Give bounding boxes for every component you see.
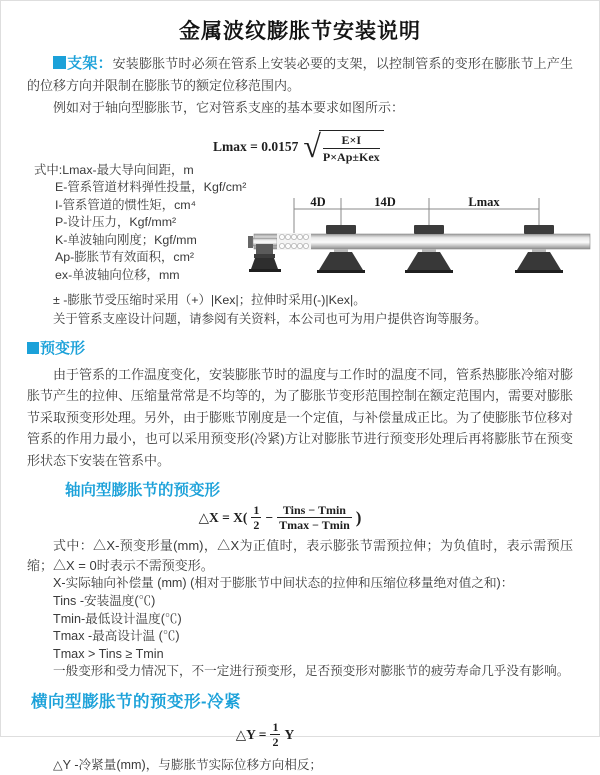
lateral-note-line: △Y -冷紧量(mm)，与膨胀节实际位移方向相反；	[53, 758, 323, 773]
temperature-line: Tmin-最低设计温度(℃)	[53, 611, 182, 626]
support-example-line: 例如对于轴向型膨胀节，它对管系支座的基本要求如图所示：	[53, 100, 405, 115]
fraction-numerator: 1	[272, 719, 279, 734]
fraction-temperature	[277, 503, 352, 532]
fraction-denominator: 2	[272, 735, 279, 750]
minus-sign: −	[265, 509, 274, 525]
bellows-icon	[277, 233, 311, 250]
definition-item: Ap-膨胀节有效面积，cm²	[55, 250, 195, 265]
fraction-numerator: Tins − Tmin	[282, 503, 346, 517]
formula-lateral-lhs: △Y =	[235, 726, 267, 742]
definition-item: K-单波轴向刚度；Kgf/mm	[55, 232, 197, 247]
dimension-label-14d: 14D	[374, 194, 396, 209]
lateral-subsection-heading: 横向型膨胀节的预变形-冷紧	[31, 692, 241, 711]
pipe-diagram-svg	[248, 194, 593, 294]
fraction-half	[251, 503, 261, 532]
figure-area	[1, 122, 599, 327]
fraction-half	[270, 720, 280, 749]
preform-body-paragraph: 由于管系的工作温度变化，安装膨胀节时的温度与工作时的温度不同，管系热膨胀冷缩对膨胀节产生的拉伸、压缩量常常是不均等的，为了膨胀节变形范围控制在额定范围内，需要对膨胀节采取预变形处理。另外，由于膨账节刚度是一个定值，与补偿量成正比。为了使膨胀节位移对管系的作用力最小，也可以采用预变形(冷紧)方让对膨胀节进行预变形处理后再将膨胀节在预变形状态下安装在管系中。	[27, 366, 574, 468]
temperature-line: Tins -安装温度(℃)	[53, 593, 156, 608]
dimension-label-4d: 4D	[310, 194, 326, 209]
sqrt-radicand	[319, 130, 384, 165]
sqrt-expression	[303, 130, 383, 165]
axial-note-line: 一般变形和受力情况下，不一定进行预变形，足否预变形对膨胀节的疲劳寿命几乎没有影响。	[53, 664, 570, 679]
formula-axial-preform	[1, 503, 559, 532]
dimension-label-lmax: Lmax	[468, 194, 500, 209]
fraction-numerator: E×I	[323, 133, 380, 149]
sqrt-radical-icon: √	[303, 128, 321, 165]
definition-item: ex-单波轴向位移，mm	[55, 268, 180, 283]
preform-heading-text: 预变形	[40, 339, 86, 357]
axial-x-definition: X-实际轴向补偿量 (mm) (相对于膨胀节中间状态的拉伸和压缩位移量绝对值之和)：	[53, 576, 514, 591]
formula-lateral-rhs: Y	[284, 726, 295, 742]
axial-subsection-heading: 轴向型膨胀节的预变形	[65, 482, 221, 499]
axial-explain-paragraph: 式中：△X-预变形量(mm)，△X为正值时，表示膨张节需预拉伸；为负值时，表示需预压缩；△X = 0时表示不需预变形。	[27, 538, 573, 573]
formula-lmax-lhs: Lmax = 0.0157	[213, 138, 299, 154]
section-marker-icon	[53, 56, 66, 69]
anchor-support	[248, 236, 281, 272]
formula-axial-lhs: △X = X(	[198, 509, 248, 525]
definition-item: P-设计压力，Kgf/mm²	[55, 215, 177, 230]
definition-item: I-管系管道的惯性矩，cm⁴	[55, 197, 196, 212]
plus-minus-note: ± -膨胀节受压缩时采用（+）|Kex|；拉伸时采用(-)|Kex|。	[53, 292, 366, 307]
symbol-definitions	[34, 162, 246, 285]
temperature-line: Tmax -最高设计温 (℃)	[53, 629, 180, 644]
formula-lmax	[213, 130, 384, 165]
consult-note: 关于管系支座设计问题，请参阅有关资料，本公司也可为用户提供咨询等服务。	[53, 311, 487, 326]
page-title: 金属波纹膨胀节安装说明	[179, 20, 421, 43]
temperature-line: Tmax > Tins ≥ Tmin	[53, 646, 164, 661]
support-section-heading: 支架：	[67, 55, 113, 72]
section-marker-icon	[27, 342, 39, 354]
fraction-denominator: 2	[253, 518, 260, 533]
definition-lead: 式中:Lmax-最大导向间距，m	[34, 162, 194, 177]
formula-lateral-preform	[1, 720, 529, 749]
support-intro-text: 安装膨胀节时必须在管系上安装必要的支架，以控制管系的变形在膨胀节上产生的位移方向并限制在膨胀节的额定位移范围内。	[27, 56, 573, 93]
closing-paren: )	[355, 507, 362, 527]
fraction-numerator: 1	[253, 503, 260, 517]
support-intro-paragraph	[27, 53, 573, 96]
preform-section-heading	[27, 337, 573, 358]
fraction-denominator: P×Ap±Kex	[322, 149, 380, 164]
pipe-support-diagram	[248, 194, 593, 294]
definition-item: E-管系管道材料弹性投量，Kgf/cm²	[55, 180, 247, 195]
fraction-denominator: Tmax − Tmin	[279, 518, 350, 533]
